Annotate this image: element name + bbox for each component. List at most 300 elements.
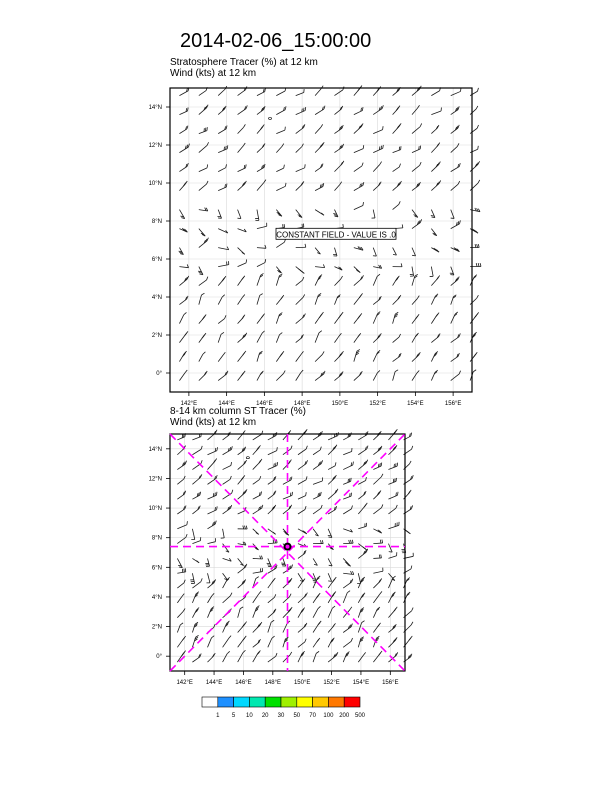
wind-barb-flag xyxy=(350,607,352,610)
wind-barb xyxy=(238,542,246,545)
wind-barb xyxy=(298,476,307,484)
lat-tick-label: 0° xyxy=(156,371,162,377)
wind-barb xyxy=(199,314,206,323)
wind-barb xyxy=(313,593,320,603)
wind-barb-flag xyxy=(418,105,420,108)
wind-barb-flag xyxy=(180,623,183,625)
wind-barb xyxy=(218,261,229,266)
wind-barb-flag xyxy=(333,624,335,627)
wind-barb-flag xyxy=(351,638,352,641)
wind-barb xyxy=(238,622,247,633)
wind-barb-shaft xyxy=(451,146,458,152)
wind-barb-flag xyxy=(318,606,321,608)
wind-barb xyxy=(328,489,338,499)
wind-barb-flag xyxy=(187,163,188,166)
wind-barb-shaft xyxy=(177,479,183,484)
lat-tick-label: 12°N xyxy=(148,143,162,149)
wind-barb xyxy=(313,447,321,455)
colorbar-swatch xyxy=(344,697,360,707)
wind-barb-flag xyxy=(261,273,264,275)
wind-barb xyxy=(179,87,188,95)
wind-barb xyxy=(315,86,323,96)
wind-barb-flag xyxy=(230,476,231,479)
wind-barb-flag xyxy=(324,371,325,374)
wind-barb xyxy=(328,432,338,440)
wind-barb-flag xyxy=(380,591,382,594)
wind-barb xyxy=(276,351,284,361)
wind-barb-flag xyxy=(399,164,400,167)
wind-barb-shaft xyxy=(253,434,262,440)
wind-barb-flag xyxy=(302,277,303,280)
wind-barb-flag xyxy=(275,463,276,466)
wind-barb xyxy=(218,276,226,285)
wind-barb-flag xyxy=(257,606,260,608)
wind-barb xyxy=(177,476,185,484)
wind-barb-flag xyxy=(217,447,218,450)
wind-barb xyxy=(268,432,277,440)
wind-barb xyxy=(238,124,246,133)
colorbar-label: 50 xyxy=(293,713,301,719)
wind-barb xyxy=(451,181,460,191)
wind-barb-flag xyxy=(321,492,322,495)
wind-barb-flag xyxy=(363,202,364,205)
wind-barb-flag xyxy=(411,622,413,625)
wind-barb xyxy=(354,145,364,152)
wind-barb xyxy=(238,259,247,266)
wind-barb xyxy=(334,267,342,271)
wind-barb xyxy=(298,460,308,469)
wind-barb xyxy=(238,526,248,529)
wind-barb-shaft xyxy=(199,145,207,152)
wind-barb xyxy=(373,350,380,361)
wind-barb xyxy=(470,295,478,304)
wind-barb-shaft xyxy=(334,210,338,217)
wind-barb-shaft xyxy=(313,450,320,455)
wind-barb-flag xyxy=(262,505,263,508)
wind-barb xyxy=(354,246,363,250)
wind-barb xyxy=(334,333,341,342)
wind-barb-shaft xyxy=(257,183,264,191)
wind-barb-shaft xyxy=(257,333,262,342)
wind-barb-shaft xyxy=(470,109,476,115)
wind-barb-flag xyxy=(320,540,321,543)
wind-barb xyxy=(237,210,240,219)
wind-barb xyxy=(358,652,365,662)
wind-barb xyxy=(373,529,381,533)
wind-barb-flag xyxy=(399,201,400,204)
wind-barb-flag xyxy=(420,123,421,126)
wind-barb-shaft xyxy=(373,477,381,484)
wind-barb xyxy=(412,219,422,228)
wind-barb xyxy=(451,353,460,362)
wind-barb xyxy=(276,210,282,217)
wind-barb-flag xyxy=(382,105,383,108)
wind-barb-flag xyxy=(381,474,383,477)
wind-barb xyxy=(315,124,323,133)
wind-barb xyxy=(373,504,383,514)
wind-barb-shaft xyxy=(412,299,417,305)
wind-barb-shaft xyxy=(373,210,375,218)
wind-barb xyxy=(373,623,380,633)
constant-field-label: CONSTANT FIELD - VALUE IS .0 xyxy=(276,230,396,240)
wind-barb-flag xyxy=(259,591,261,594)
wind-barb xyxy=(199,142,209,152)
wind-barb xyxy=(373,446,382,455)
wind-barb-flag xyxy=(396,505,397,508)
wind-barb-shaft xyxy=(276,91,285,96)
wind-barb-shaft xyxy=(313,481,322,484)
wind-barb-shaft xyxy=(373,571,383,573)
colorbar-label: 30 xyxy=(277,713,285,719)
wind-barb xyxy=(412,352,420,361)
wind-barb-shaft xyxy=(199,280,207,286)
wind-barb xyxy=(268,653,277,662)
wind-barb xyxy=(354,182,364,191)
wind-barb xyxy=(268,578,276,588)
wind-barb-flag xyxy=(376,636,379,638)
wind-barb-flag xyxy=(379,652,381,655)
wind-barb xyxy=(296,314,306,324)
wind-barb-shaft xyxy=(218,355,223,362)
wind-barb xyxy=(217,210,221,219)
wind-barb-shaft xyxy=(470,298,477,304)
wind-barb-flag xyxy=(277,539,278,542)
wind-barb-flag xyxy=(420,146,421,149)
wind-barb-flag xyxy=(217,506,218,509)
wind-barb-shaft xyxy=(177,596,182,603)
wind-barb-flag xyxy=(362,163,363,166)
wind-barb-shaft xyxy=(298,509,305,514)
wind-barb-flag xyxy=(419,146,420,149)
wind-barb-flag xyxy=(213,493,214,496)
wind-barb-flag xyxy=(409,637,411,640)
wind-barb xyxy=(393,146,401,152)
wind-barb xyxy=(223,446,233,455)
wind-barb-shaft xyxy=(192,541,200,544)
wind-barb-flag xyxy=(246,259,247,262)
wind-barb xyxy=(315,264,325,267)
lon-tick-label: 144°E xyxy=(205,680,223,686)
bottom-panel-subtitle-wind: Wind (kts) at 12 km xyxy=(170,417,257,428)
wind-barb xyxy=(451,210,454,219)
wind-barb xyxy=(343,540,353,544)
wind-barb-shaft xyxy=(257,263,265,267)
wind-barb-flag xyxy=(417,370,419,373)
wind-barb xyxy=(199,352,206,362)
wind-barb xyxy=(296,181,304,190)
wind-barb-flag xyxy=(411,566,412,569)
wind-barb xyxy=(208,459,217,470)
wind-barb xyxy=(354,371,362,380)
wind-barb xyxy=(431,294,438,305)
wind-barb-shaft xyxy=(313,573,317,582)
wind-barb-flag xyxy=(277,447,278,450)
wind-barb-flag xyxy=(458,181,460,184)
wind-barb-shaft xyxy=(388,556,396,559)
wind-barb xyxy=(268,505,276,514)
wind-barb-flag xyxy=(419,182,420,185)
island-outline xyxy=(246,457,249,459)
wind-barb-shaft xyxy=(313,508,321,514)
wind-barb xyxy=(373,296,381,304)
wind-barb-flag xyxy=(332,580,334,583)
wind-barb-shaft xyxy=(451,91,461,95)
wind-barb-flag xyxy=(284,165,285,168)
wind-barb xyxy=(298,579,305,588)
wind-barb-shaft xyxy=(199,210,208,211)
wind-barb-flag xyxy=(230,593,232,596)
wind-barb xyxy=(373,370,380,380)
wind-barb-shaft xyxy=(177,583,184,588)
wind-barb xyxy=(218,164,226,171)
wind-barb-shaft xyxy=(218,297,222,305)
lon-tick-label: 150°E xyxy=(331,401,349,407)
wind-barb-flag xyxy=(245,564,246,567)
wind-barb xyxy=(255,210,259,221)
lat-tick-label: 8°N xyxy=(151,219,162,225)
wind-barb-flag xyxy=(225,315,226,318)
wind-barb-shaft xyxy=(223,479,231,484)
wind-barb-flag xyxy=(229,636,231,639)
wind-barb-flag xyxy=(477,295,479,298)
wind-barb-flag xyxy=(243,143,245,146)
wind-barb-shaft xyxy=(276,146,282,152)
wind-barb xyxy=(198,267,203,275)
wind-barb xyxy=(238,164,247,171)
wind-barb xyxy=(315,351,324,361)
wind-barb xyxy=(412,248,416,256)
wind-barb-flag xyxy=(268,566,271,567)
lat-tick-label: 6°N xyxy=(151,257,162,263)
wind-barb xyxy=(179,276,188,286)
wind-barb xyxy=(470,352,477,361)
wind-barb xyxy=(431,87,440,95)
wind-barb-shaft xyxy=(218,168,226,172)
wind-barb xyxy=(223,462,232,469)
wind-barb-flag xyxy=(476,263,477,266)
colorbar-label: 1 xyxy=(216,713,220,719)
wind-barb xyxy=(253,529,259,535)
wind-barb-flag xyxy=(246,164,247,167)
wind-barb xyxy=(238,181,247,191)
wind-barb-shaft xyxy=(315,267,325,268)
wind-barb-flag xyxy=(306,492,307,495)
colorbar-swatch xyxy=(218,697,234,707)
wind-barb xyxy=(179,331,188,342)
wind-barb xyxy=(179,370,187,381)
wind-barb xyxy=(388,624,396,632)
wind-barb-shaft xyxy=(412,165,420,171)
colorbar-swatch xyxy=(234,697,250,707)
wind-barb-flag xyxy=(473,355,475,358)
wind-barb xyxy=(276,267,281,273)
wind-barb xyxy=(315,331,322,343)
wind-barb xyxy=(253,622,262,632)
lon-tick-label: 148°E xyxy=(264,680,282,686)
wind-barb xyxy=(354,107,363,114)
wind-barb-shaft xyxy=(218,334,221,342)
wind-barb-flag xyxy=(279,333,282,335)
wind-barb xyxy=(313,606,320,617)
lon-tick-label: 144°E xyxy=(218,401,235,407)
island-outline xyxy=(268,117,271,119)
wind-barb xyxy=(328,462,336,469)
wind-barb xyxy=(328,445,337,455)
wind-barb xyxy=(199,105,208,115)
wind-barb-flag xyxy=(352,579,353,582)
wind-barb-shaft xyxy=(199,295,202,305)
wind-barb xyxy=(268,609,276,618)
wind-barb xyxy=(223,558,232,561)
wind-barb xyxy=(315,248,320,254)
wind-barb-flag xyxy=(478,146,479,149)
wind-barb xyxy=(257,273,264,285)
wind-barb-flag xyxy=(358,316,360,319)
wind-barb xyxy=(238,229,247,232)
wind-barb xyxy=(343,571,354,574)
wind-barb-shaft xyxy=(470,149,478,152)
wind-barb-flag xyxy=(246,105,247,108)
colorbar-label: 20 xyxy=(261,713,269,719)
wind-barb xyxy=(354,313,362,323)
wind-barb xyxy=(354,202,364,210)
wind-barb xyxy=(354,333,361,342)
wind-barb-shaft xyxy=(354,149,363,153)
wind-barb-shaft xyxy=(388,508,395,514)
wind-barb xyxy=(373,248,376,256)
wind-barb xyxy=(412,182,420,191)
wind-barb xyxy=(199,277,208,286)
wind-barb-shaft xyxy=(218,89,225,95)
wind-barb xyxy=(238,315,245,324)
wind-barb xyxy=(393,181,402,191)
wind-barb xyxy=(179,312,186,323)
wind-barb xyxy=(388,652,397,662)
wind-barb-flag xyxy=(357,349,360,351)
lon-tick-label: 154°E xyxy=(352,680,370,686)
wind-barb xyxy=(388,505,397,514)
wind-barb xyxy=(470,229,478,234)
wind-barb xyxy=(388,552,396,558)
wind-barb xyxy=(451,247,460,251)
wind-barb-flag xyxy=(262,315,264,318)
wind-barb xyxy=(296,224,304,229)
wind-barb xyxy=(296,89,304,96)
wind-barb xyxy=(179,264,188,267)
wind-barb-flag xyxy=(260,556,261,559)
wind-barb xyxy=(276,295,283,304)
wind-barb xyxy=(192,506,200,514)
wind-barb xyxy=(296,277,304,286)
wind-barb xyxy=(238,447,246,455)
wind-barb xyxy=(179,126,187,134)
wind-barb xyxy=(470,370,476,381)
wind-barb xyxy=(373,578,381,588)
wind-barb xyxy=(253,431,263,440)
wind-barb-flag xyxy=(276,653,277,656)
wind-barb-flag xyxy=(351,506,352,509)
wind-barb xyxy=(192,635,198,647)
wind-barb-flag xyxy=(366,477,367,480)
wind-barb xyxy=(267,558,272,566)
wind-barb-flag xyxy=(352,540,353,543)
wind-barb xyxy=(179,181,187,191)
wind-barb xyxy=(431,275,439,285)
wind-barb-flag xyxy=(182,638,184,641)
wind-barb xyxy=(313,505,322,514)
wind-barb xyxy=(328,652,338,662)
top-panel-subtitle-tracer: Stratosphere Tracer (%) at 12 km xyxy=(170,57,318,68)
wind-barb xyxy=(238,430,246,439)
wind-barb-shaft xyxy=(296,93,304,96)
wind-barb-shaft xyxy=(354,166,362,172)
wind-barb xyxy=(253,606,260,618)
wind-barb-shaft xyxy=(296,168,305,172)
wind-barb-flag xyxy=(411,433,412,436)
wind-barb xyxy=(358,446,368,455)
wind-barb xyxy=(358,523,366,529)
wind-barb xyxy=(276,127,285,134)
wind-barb-flag xyxy=(477,125,478,128)
wind-barb-shaft xyxy=(315,354,322,361)
wind-barb xyxy=(276,333,282,343)
wind-barb-flag xyxy=(203,352,206,354)
wind-barb xyxy=(179,351,186,361)
wind-barb xyxy=(451,295,457,305)
wind-barb-shaft xyxy=(223,529,225,538)
wind-barb-shaft xyxy=(268,638,272,647)
wind-barb xyxy=(208,579,216,588)
wind-barb-shaft xyxy=(218,319,224,324)
wind-barb-flag xyxy=(342,125,343,128)
lon-tick-label: 142°E xyxy=(180,401,198,407)
wind-barb-flag xyxy=(305,244,306,247)
wind-barb xyxy=(343,478,351,484)
wind-barb-shaft xyxy=(238,511,246,514)
wind-barb xyxy=(393,248,397,256)
wind-barb xyxy=(238,248,245,255)
wind-barb xyxy=(253,491,262,499)
wind-barb xyxy=(268,636,275,647)
wind-barb-flag xyxy=(478,88,479,91)
wind-barb-flag xyxy=(393,576,396,578)
wind-barb xyxy=(296,267,305,274)
wind-barb xyxy=(373,474,383,485)
wind-barb-shaft xyxy=(276,242,284,247)
wind-barb-flag xyxy=(396,492,397,495)
wind-barb-flag xyxy=(411,654,412,657)
lat-tick-label: 6°N xyxy=(151,565,162,572)
wind-barb xyxy=(253,556,263,559)
wind-barb xyxy=(208,492,217,499)
wind-barb-flag xyxy=(379,555,380,558)
wind-barb xyxy=(358,431,368,440)
wind-barb-shaft xyxy=(470,128,477,133)
wind-barb-flag xyxy=(260,351,263,353)
wind-barb-flag xyxy=(187,126,188,129)
wind-barb-shaft xyxy=(208,573,210,583)
wind-barb-flag xyxy=(306,446,307,449)
wind-barb-shaft xyxy=(412,108,418,114)
wind-barb-flag xyxy=(265,88,266,91)
wind-barb xyxy=(431,370,437,380)
wind-barb xyxy=(393,276,400,286)
wind-barb xyxy=(276,239,285,248)
wind-barb-flag xyxy=(279,313,282,315)
wind-barb xyxy=(192,592,198,603)
wind-barb-shaft xyxy=(296,354,302,361)
wind-barb xyxy=(328,573,332,581)
